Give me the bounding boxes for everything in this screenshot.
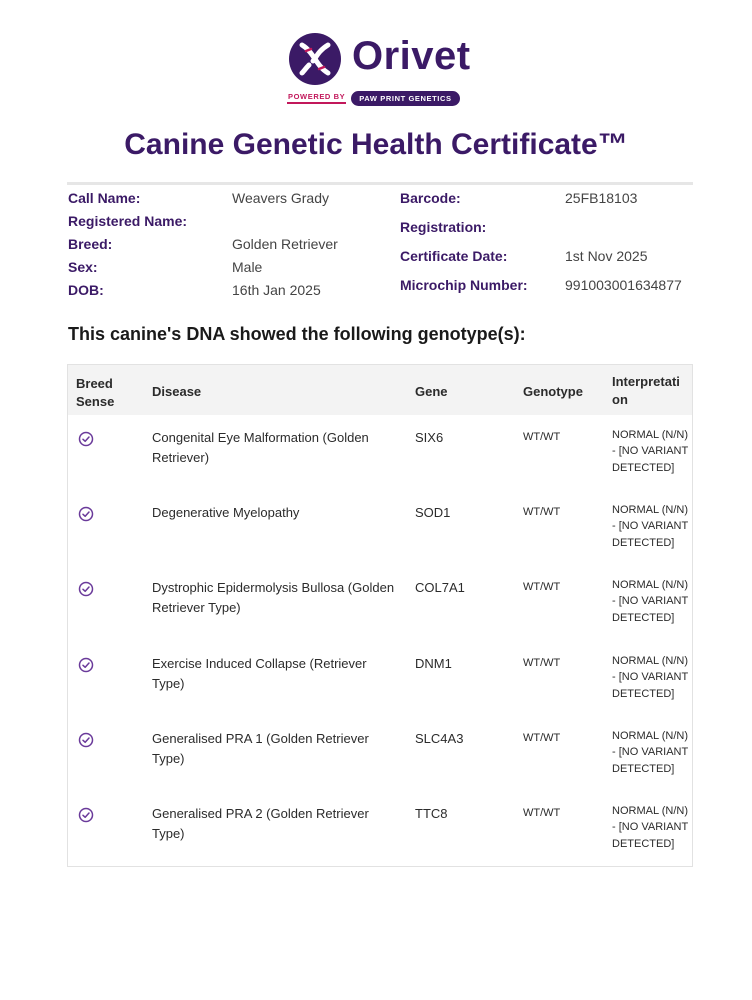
cell-interpretation: NORMAL (N/N) - [NO VARIANT DETECTED] (612, 730, 688, 775)
cell-genotype: WT/WT (523, 807, 561, 819)
detail-value: 991003001634877 (565, 277, 682, 293)
detail-value: Golden Retriever (232, 236, 338, 252)
cell-disease: Congenital Eye Malformation (Golden Retriever) (152, 430, 369, 465)
detail-value: Male (232, 259, 263, 275)
cell-gene: SIX6 (415, 430, 444, 445)
check-circle-icon (78, 657, 94, 673)
table-row (68, 796, 692, 871)
table-row (68, 420, 692, 495)
detail-row-certificate-date (400, 246, 700, 275)
brand-name: Orivet (352, 34, 471, 78)
cell-interpretation: NORMAL (N/N) - [NO VARIANT DETECTED] (612, 429, 688, 474)
table-row (68, 495, 692, 570)
check-circle-icon (78, 807, 94, 823)
detail-row-microchip (400, 275, 700, 304)
table-row (68, 570, 692, 645)
cell-disease: Degenerative Myelopathy (152, 505, 300, 520)
partner-pill: PAW PRINT GENETICS (351, 91, 459, 106)
detail-label: Call Name: (68, 190, 141, 206)
cell-gene: TTC8 (415, 806, 448, 821)
cell-interpretation: NORMAL (N/N) - [NO VARIANT DETECTED] (612, 504, 688, 549)
cell-interpretation: NORMAL (N/N) - [NO VARIANT DETECTED] (612, 655, 688, 700)
detail-label: Barcode: (400, 190, 461, 206)
detail-label: DOB: (68, 282, 104, 298)
check-circle-icon (78, 581, 94, 597)
cell-gene: COL7A1 (415, 580, 465, 595)
powered-by-badge (287, 91, 460, 105)
header-genotype: Genotype (523, 384, 583, 399)
detail-label: Sex: (68, 259, 98, 275)
powered-by-text: POWERED BY (287, 92, 346, 104)
dna-logo-icon (288, 32, 342, 86)
cell-genotype: WT/WT (523, 657, 561, 669)
detail-row-sex (68, 257, 388, 280)
detail-row-registration (400, 217, 700, 246)
header-gene: Gene (415, 384, 448, 399)
cell-disease: Generalised PRA 1 (Golden Retriever Type) (152, 731, 369, 766)
detail-value: 25FB18103 (565, 190, 638, 206)
table-row (68, 721, 692, 796)
table-row (68, 646, 692, 721)
header-divider (67, 182, 693, 185)
details-right (400, 188, 700, 304)
details-left (68, 188, 388, 303)
cell-genotype: WT/WT (523, 732, 561, 744)
table-header (68, 365, 692, 415)
cell-gene: SLC4A3 (415, 731, 464, 746)
cell-interpretation: NORMAL (N/N) - [NO VARIANT DETECTED] (612, 805, 688, 850)
genotype-table (67, 364, 693, 867)
detail-value: 1st Nov 2025 (565, 248, 648, 264)
check-circle-icon (78, 506, 94, 522)
cell-genotype: WT/WT (523, 431, 561, 443)
cell-disease: Generalised PRA 2 (Golden Retriever Type) (152, 806, 369, 841)
detail-value: Weavers Grady (232, 190, 329, 206)
cell-disease: Dystrophic Epidermolysis Bullosa (Golden Retriever Type) (152, 580, 395, 615)
cell-genotype: WT/WT (523, 581, 561, 593)
check-circle-icon (78, 431, 94, 447)
detail-row-call-name (68, 188, 388, 211)
detail-row-breed (68, 234, 388, 257)
cell-gene: SOD1 (415, 505, 451, 520)
detail-value: 16th Jan 2025 (232, 282, 321, 298)
cell-interpretation: NORMAL (N/N) - [NO VARIANT DETECTED] (612, 579, 688, 624)
cell-disease: Exercise Induced Collapse (Retriever Type) (152, 656, 367, 691)
detail-row-registered-name (68, 211, 388, 234)
genotype-heading: This canine's DNA showed the following genotype(s): (68, 324, 526, 344)
cell-genotype: WT/WT (523, 506, 561, 518)
detail-label: Microchip Number: (400, 277, 528, 293)
detail-label: Breed: (68, 236, 113, 252)
detail-label: Registered Name: (68, 213, 188, 229)
detail-label: Registration: (400, 219, 487, 235)
detail-row-barcode (400, 188, 700, 217)
header-disease: Disease (152, 384, 202, 399)
check-circle-icon (78, 732, 94, 748)
detail-label: Certificate Date: (400, 248, 508, 264)
header-interpretation: Interpretation (612, 374, 680, 407)
cell-gene: DNM1 (415, 656, 452, 671)
detail-row-dob (68, 280, 388, 303)
certificate-title: Canine Genetic Health Certificate™ (124, 128, 628, 161)
header-breed-sense: Breed Sense (76, 376, 115, 409)
header-logo (0, 30, 752, 110)
